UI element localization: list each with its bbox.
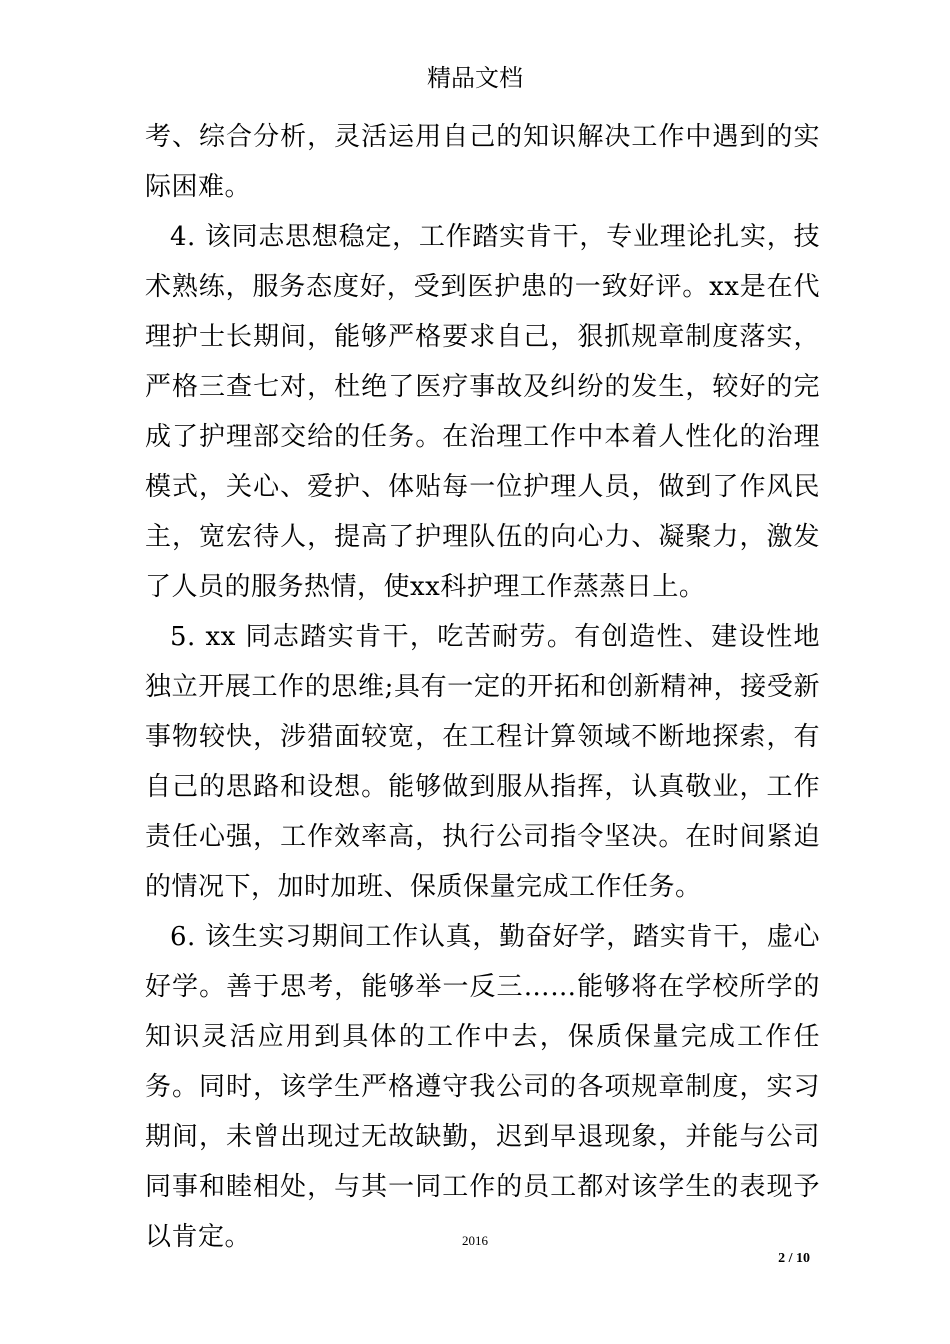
page-number: 2 / 10 (778, 1251, 810, 1266)
document-header-title: 精品文档 (427, 64, 523, 92)
paragraph-item-6: 6. 该生实习期间工作认真，勤奋好学，踏实肯干，虚心好学。善于思考，能够举一反三……能够将在学校所学的知识灵活应用到具体的工作中去，保质保量完成工作任务。同时，该学生严格遵守我公司的各项规章制度，实习期间，未曾出现过无故缺勤，迟到早退现象，并能与公司同事和睦相处，与其一同工作的员工都对该学生的表现予以肯定。 (145, 922, 820, 1252)
paragraph-item-4: 4. 该同志思想稳定，工作踏实肯干，专业理论扎实，技术熟练，服务态度好，受到医护患的一致好评。xx是在代理护士长期间，能够严格要求自己，狠抓规章制度落实，严格三查七对，杜绝了医疗事故及纠纷的发生，较好的完成了护理部交给的任务。在治理工作中本着人性化的治理模式，关心、爱护、体贴每一位护理人员，做到了作风民主，宽宏待人，提高了护理队伍的向心力、凝聚力，激发了人员的服务热情，使xx科护理工作蒸蒸日上。 (145, 222, 820, 602)
document-body (145, 112, 820, 1262)
paragraph-continuation: 考、综合分析，灵活运用自己的知识解决工作中遇到的实际困难。 (145, 122, 820, 202)
footer-year: 2016 (462, 1233, 488, 1248)
paragraph-item-5: 5. xx 同志踏实肯干，吃苦耐劳。有创造性、建设性地独立开展工作的思维;具有一定的开拓和创新精神，接受新事物较快，涉猎面较宽，在工程计算领域不断地探索，有自己的思路和设想。能够做到服从指挥，认真敬业，工作责任心强，工作效率高，执行公司指令坚决。在时间紧迫的情况下，加时加班、保质保量完成工作任务。 (145, 622, 820, 902)
